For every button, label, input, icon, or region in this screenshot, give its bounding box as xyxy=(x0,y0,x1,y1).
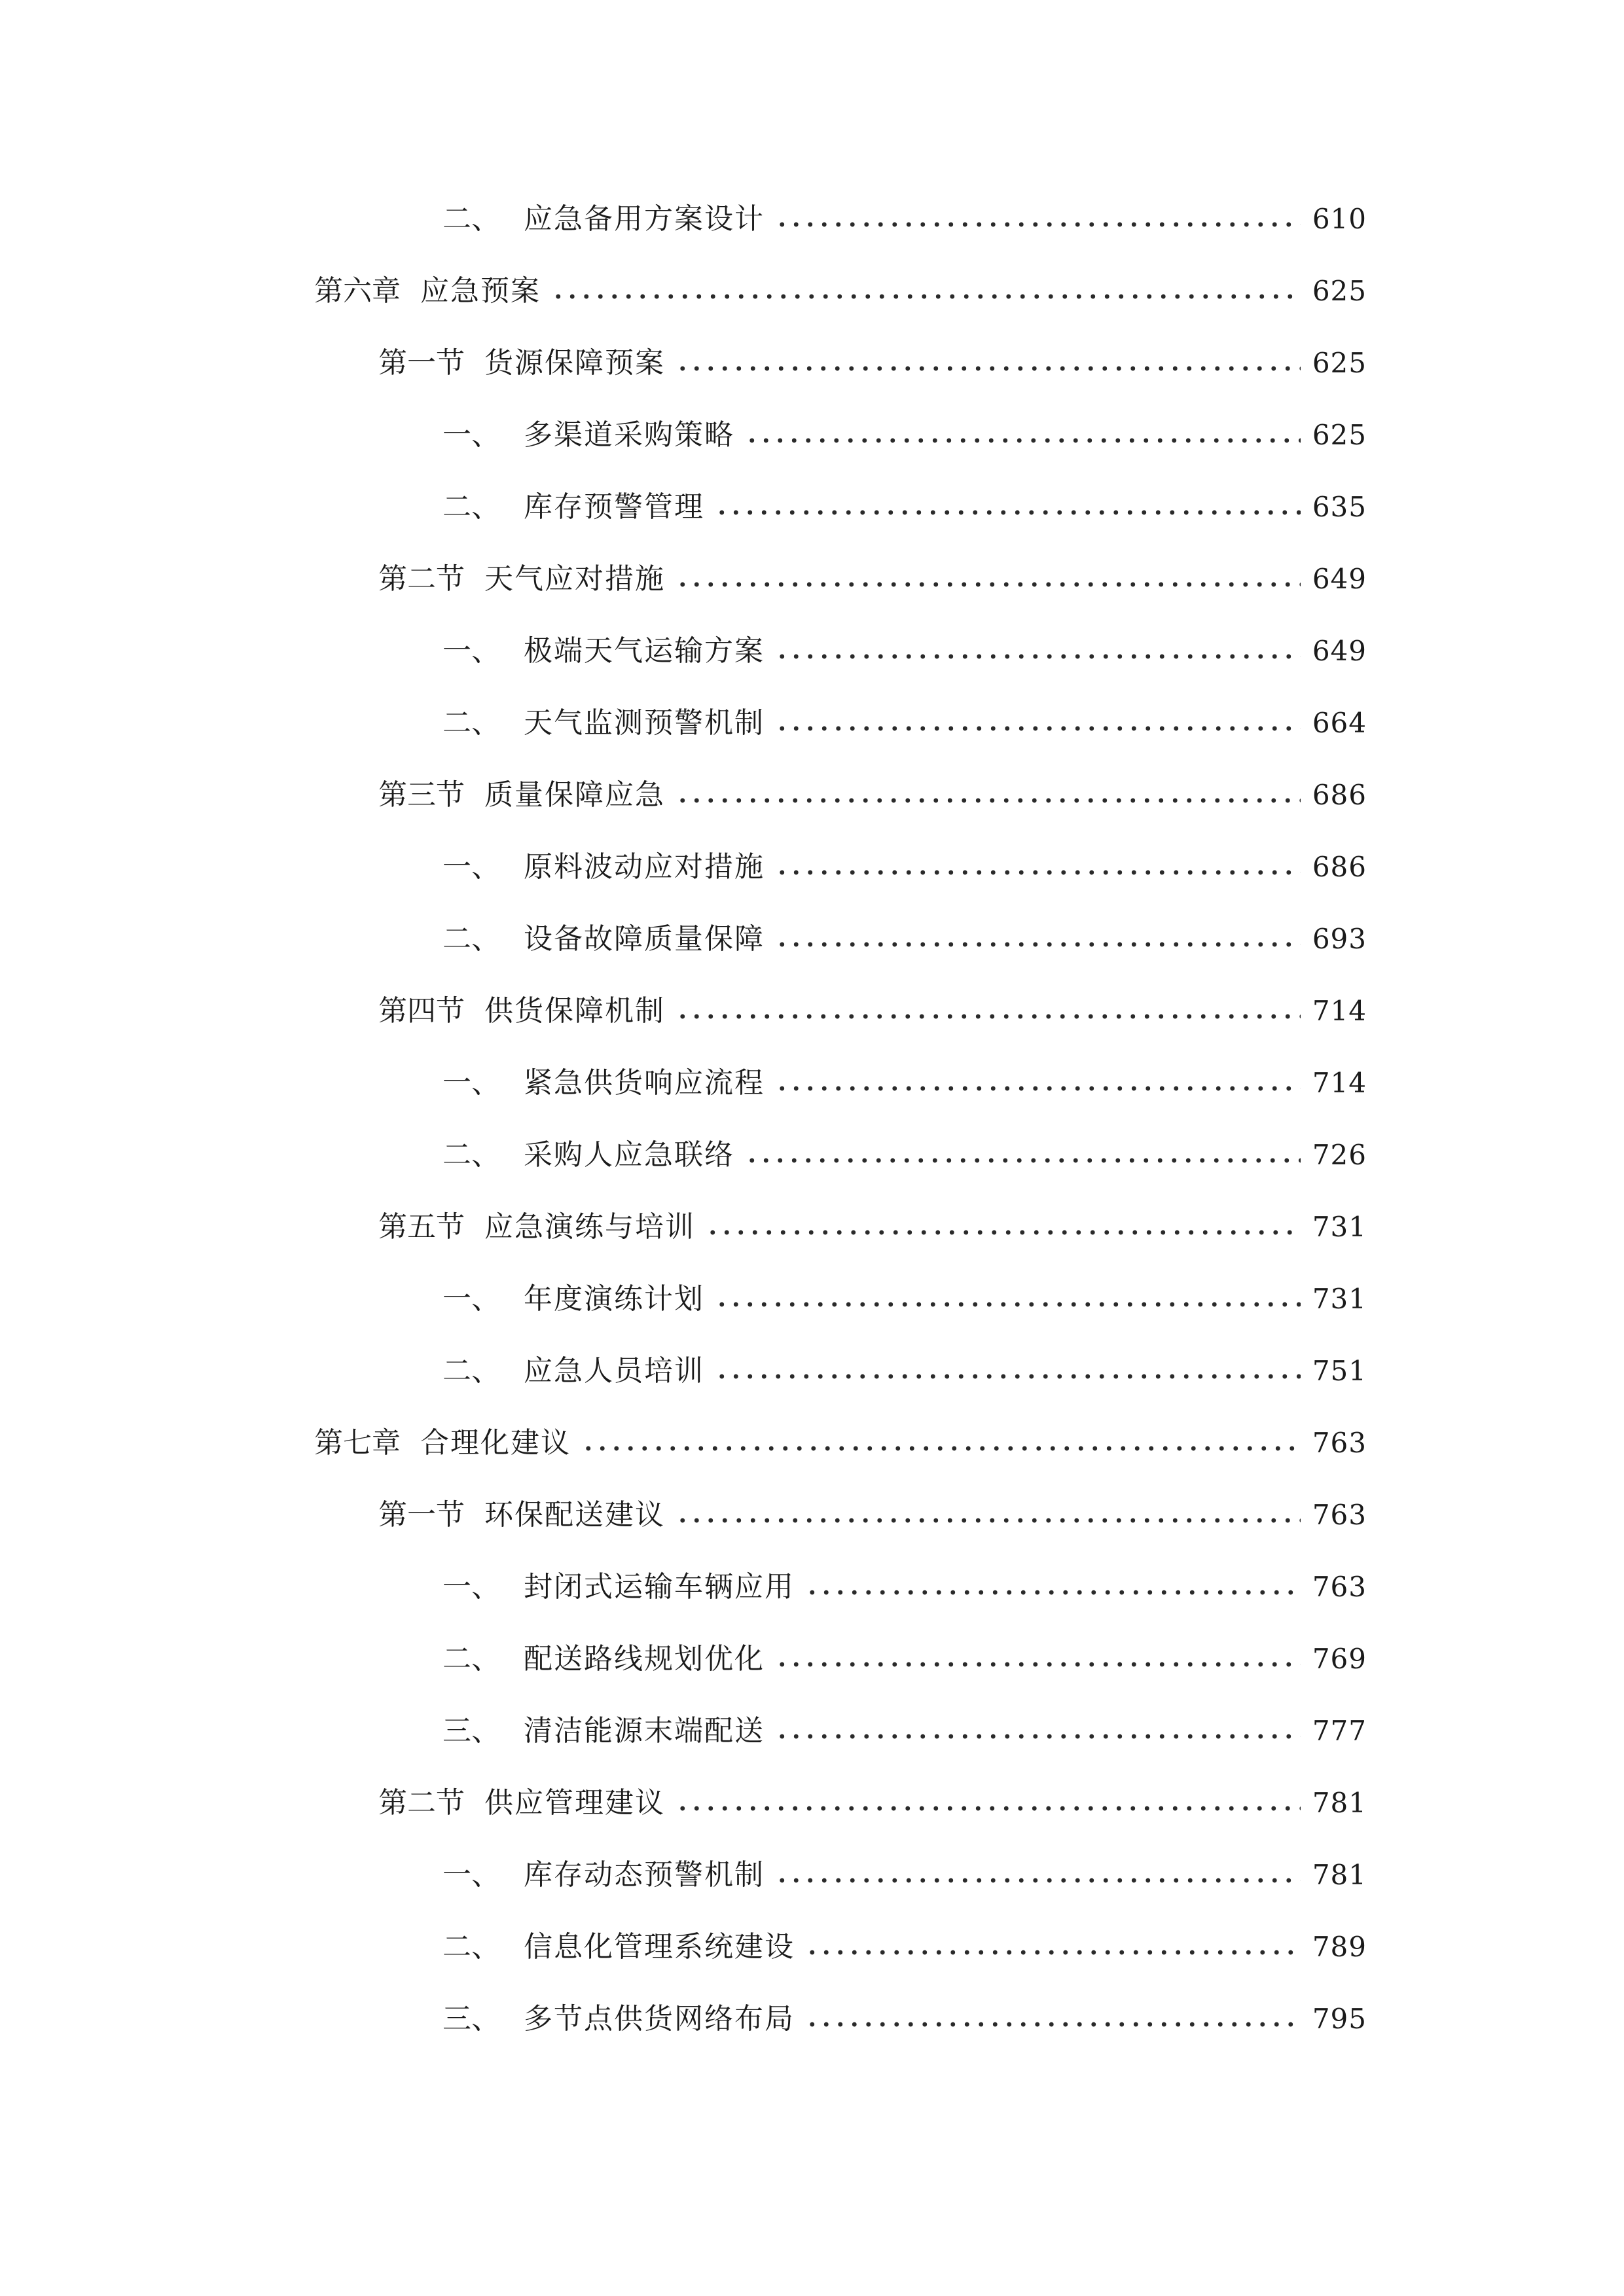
entry-title: 天气应对措施 xyxy=(484,562,665,596)
entry-title: 紧急供货响应流程 xyxy=(524,1066,765,1100)
toc-entry[interactable] xyxy=(442,1849,1367,1901)
dot-leader xyxy=(775,1633,1301,1685)
entry-title: 应急人员培训 xyxy=(524,1354,704,1388)
dot-leader xyxy=(715,481,1301,533)
entry-page-number: 625 xyxy=(1312,347,1367,379)
entry-title: 应急演练与培训 xyxy=(484,1210,695,1244)
dot-leader xyxy=(805,1561,1301,1613)
entry-number: 二、 xyxy=(442,1138,500,1172)
entry-title: 极端天气运输方案 xyxy=(524,634,765,668)
entry-page-number: 610 xyxy=(1312,203,1367,235)
entry-title: 年度演练计划 xyxy=(524,1282,704,1316)
entry-page-number: 763 xyxy=(1312,1499,1367,1531)
entry-number: 二、 xyxy=(442,202,500,236)
entry-number: 第三节 xyxy=(378,778,465,812)
entry-number: 第四节 xyxy=(378,994,465,1028)
entry-number: 一、 xyxy=(442,418,500,452)
toc-entry[interactable] xyxy=(442,1705,1367,1757)
entry-page-number: 731 xyxy=(1312,1283,1367,1315)
dot-leader xyxy=(706,1201,1301,1253)
entry-number: 一、 xyxy=(442,1858,500,1892)
entry-title: 信息化管理系统建设 xyxy=(524,1930,795,1964)
entry-title: 合理化建议 xyxy=(420,1426,571,1460)
dot-leader xyxy=(676,553,1301,605)
dot-leader xyxy=(676,1777,1301,1829)
entry-title: 天气监测预警机制 xyxy=(524,706,765,740)
entry-page-number: 686 xyxy=(1312,779,1367,811)
entry-page-number: 635 xyxy=(1312,491,1367,523)
entry-page-number: 731 xyxy=(1312,1211,1367,1243)
entry-title: 应急预案 xyxy=(420,274,541,308)
dot-leader xyxy=(676,985,1301,1037)
dot-leader xyxy=(805,1921,1301,1973)
entry-page-number: 726 xyxy=(1312,1139,1367,1171)
dot-leader xyxy=(775,697,1301,749)
toc-entry[interactable] xyxy=(442,193,1367,245)
entry-number: 第六章 xyxy=(314,274,401,308)
dot-leader xyxy=(745,1129,1301,1181)
entry-number: 第一节 xyxy=(378,1498,465,1532)
dot-leader xyxy=(775,1849,1301,1901)
entry-number: 一、 xyxy=(442,1570,500,1604)
entry-number: 一、 xyxy=(442,850,500,884)
dot-leader xyxy=(676,769,1301,821)
entry-title: 质量保障应急 xyxy=(484,778,665,812)
toc-entry[interactable] xyxy=(442,409,1367,461)
entry-title: 供货保障机制 xyxy=(484,994,665,1028)
dot-leader xyxy=(775,1057,1301,1109)
entry-page-number: 789 xyxy=(1312,1931,1367,1963)
entry-title: 配送路线规划优化 xyxy=(524,1642,765,1676)
toc-entry[interactable] xyxy=(442,1129,1367,1181)
toc-entry[interactable] xyxy=(378,769,1367,821)
dot-leader xyxy=(676,1489,1301,1541)
entry-page-number: 714 xyxy=(1312,995,1367,1027)
toc-entry[interactable] xyxy=(314,1417,1367,1469)
dot-leader xyxy=(805,1993,1301,2045)
entry-page-number: 769 xyxy=(1312,1643,1367,1675)
dot-leader xyxy=(775,1705,1301,1757)
entry-page-number: 781 xyxy=(1312,1787,1367,1819)
toc-entry[interactable] xyxy=(314,265,1367,317)
dot-leader xyxy=(775,193,1301,245)
entry-page-number: 693 xyxy=(1312,923,1367,955)
entry-number: 二、 xyxy=(442,922,500,956)
entry-page-number: 763 xyxy=(1312,1427,1367,1459)
entry-title: 封闭式运输车辆应用 xyxy=(524,1570,795,1604)
entry-number: 三、 xyxy=(442,2002,500,2036)
entry-page-number: 795 xyxy=(1312,2003,1367,2035)
toc-entry[interactable] xyxy=(378,1777,1367,1829)
toc-entry[interactable] xyxy=(442,481,1367,533)
entry-title: 库存动态预警机制 xyxy=(524,1858,765,1892)
toc-entry[interactable] xyxy=(378,1201,1367,1253)
toc-entry[interactable] xyxy=(442,1993,1367,2045)
entry-page-number: 625 xyxy=(1312,275,1367,307)
entry-title: 库存预警管理 xyxy=(524,490,704,524)
entry-number: 二、 xyxy=(442,1642,500,1676)
entry-number: 第五节 xyxy=(378,1210,465,1244)
toc-entry[interactable] xyxy=(442,1633,1367,1685)
entry-title: 原料波动应对措施 xyxy=(524,850,765,884)
dot-leader xyxy=(551,265,1301,317)
entry-title: 应急备用方案设计 xyxy=(524,202,765,236)
toc-entry[interactable] xyxy=(442,1273,1367,1325)
dot-leader xyxy=(581,1417,1301,1469)
entry-number: 第二节 xyxy=(378,562,465,596)
entry-number: 二、 xyxy=(442,1354,500,1388)
toc-entry[interactable] xyxy=(378,1489,1367,1541)
dot-leader xyxy=(775,913,1301,965)
entry-number: 第七章 xyxy=(314,1426,401,1460)
toc-entry[interactable] xyxy=(378,553,1367,605)
entry-page-number: 777 xyxy=(1312,1715,1367,1747)
entry-number: 二、 xyxy=(442,490,500,524)
toc-entry[interactable] xyxy=(378,337,1367,389)
dot-leader xyxy=(676,337,1301,389)
entry-number: 第二节 xyxy=(378,1786,465,1820)
entry-number: 一、 xyxy=(442,1066,500,1100)
toc-entry[interactable] xyxy=(442,1921,1367,1973)
entry-number: 三、 xyxy=(442,1714,500,1748)
dot-leader xyxy=(775,841,1301,893)
entry-number: 第一节 xyxy=(378,346,465,380)
entry-page-number: 649 xyxy=(1312,563,1367,595)
entry-title: 设备故障质量保障 xyxy=(524,922,765,956)
dot-leader xyxy=(745,409,1301,461)
entry-title: 多渠道采购策略 xyxy=(524,418,734,452)
entry-number: 一、 xyxy=(442,1282,500,1316)
toc-entry[interactable] xyxy=(442,913,1367,965)
toc-entry[interactable] xyxy=(442,625,1367,677)
entry-number: 二、 xyxy=(442,1930,500,1964)
entry-title: 供应管理建议 xyxy=(484,1786,665,1820)
dot-leader xyxy=(715,1273,1301,1325)
entry-number: 一、 xyxy=(442,634,500,668)
toc-entry[interactable] xyxy=(442,1561,1367,1613)
toc-entry[interactable] xyxy=(442,1345,1367,1397)
entry-page-number: 763 xyxy=(1312,1571,1367,1603)
toc-entry[interactable] xyxy=(442,1057,1367,1109)
entry-number: 二、 xyxy=(442,706,500,740)
entry-page-number: 714 xyxy=(1312,1067,1367,1099)
toc-entry[interactable] xyxy=(442,697,1367,749)
entry-title: 采购人应急联络 xyxy=(524,1138,734,1172)
entry-title: 多节点供货网络布局 xyxy=(524,2002,795,2036)
toc-entry[interactable] xyxy=(378,985,1367,1037)
entry-title: 清洁能源末端配送 xyxy=(524,1714,765,1748)
entry-title: 货源保障预案 xyxy=(484,346,665,380)
dot-leader xyxy=(715,1345,1301,1397)
dot-leader xyxy=(775,625,1301,677)
entry-title: 环保配送建议 xyxy=(484,1498,665,1532)
entry-page-number: 686 xyxy=(1312,851,1367,883)
entry-page-number: 664 xyxy=(1312,707,1367,739)
toc-entry[interactable] xyxy=(442,841,1367,893)
entry-page-number: 751 xyxy=(1312,1355,1367,1387)
entry-page-number: 781 xyxy=(1312,1859,1367,1891)
entry-page-number: 649 xyxy=(1312,635,1367,667)
entry-page-number: 625 xyxy=(1312,419,1367,451)
